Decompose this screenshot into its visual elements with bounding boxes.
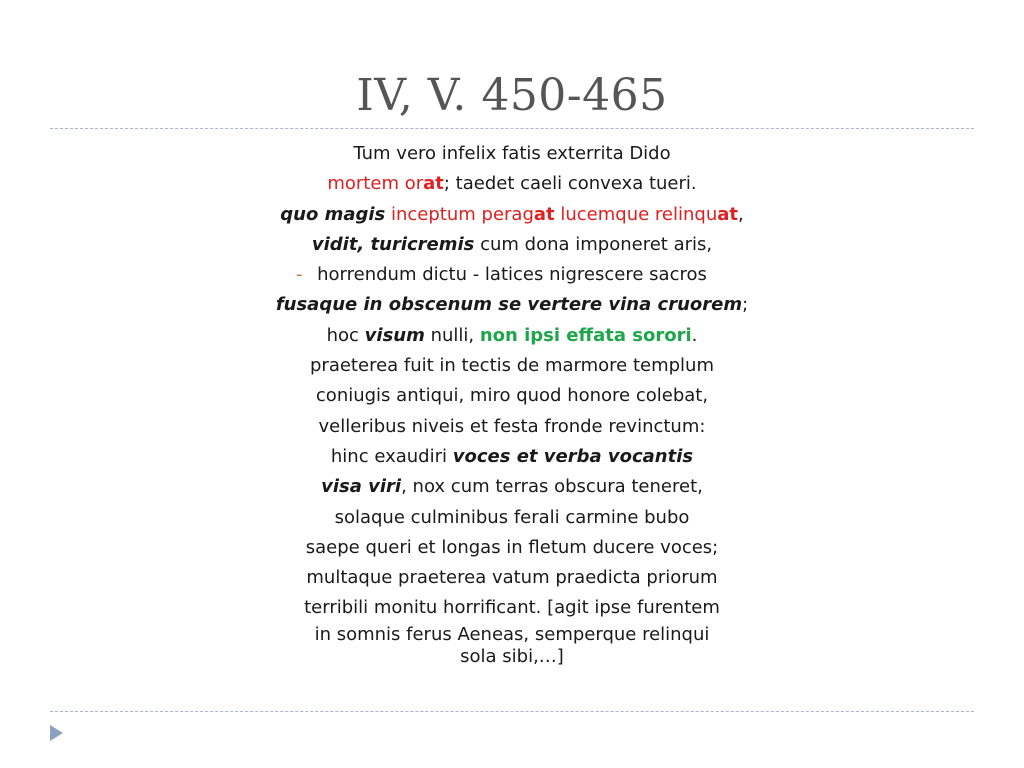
verse-line-14: saepe queri et longas in fletum ducere voces; xyxy=(305,536,719,558)
verse-line-6 xyxy=(0,290,1024,320)
verse-fragment: hoc xyxy=(326,324,365,346)
verse-line-16: terribili monitu horrificant. [agit ipse furentem xyxy=(304,597,720,619)
verse-fragment: , xyxy=(738,203,744,225)
verse-fragment: horrendum dictu - latices nigrescere sacros xyxy=(317,264,707,286)
verse-fragment: ; xyxy=(742,294,749,316)
verse-fragment: quo magis xyxy=(280,203,386,225)
verse-fragment: ; taedet caeli convexa tueri. xyxy=(443,173,697,195)
title-divider xyxy=(50,128,974,129)
verse-line-12 xyxy=(0,472,1024,502)
footer-divider xyxy=(50,711,974,712)
verse-line-10: velleribus niveis et festa fronde revinctum: xyxy=(318,415,706,437)
verse-fragment: , nox cum terras obscura teneret, xyxy=(401,476,703,498)
verse-line-4 xyxy=(0,230,1024,260)
verse-fragment: . xyxy=(691,324,698,346)
verse-line-11 xyxy=(0,442,1024,472)
verse-line-13: solaque culminibus ferali carmine bubo xyxy=(334,506,690,528)
verse-fragment: at xyxy=(423,173,444,195)
verse-line-2 xyxy=(0,169,1024,199)
verse-line-15: multaque praeterea vatum praedicta priorum xyxy=(306,567,718,589)
verse-fragment: at xyxy=(533,203,555,225)
triangle-bullet-icon xyxy=(50,725,63,741)
verse-fragment: voces et verba vocantis xyxy=(452,445,694,467)
verse-line-5 xyxy=(0,260,1024,290)
verse-line-3 xyxy=(0,200,1024,230)
poem-text xyxy=(0,139,1024,668)
slide-title: IV, V. 450-465 xyxy=(356,70,668,121)
verse-fragment: nulli, xyxy=(424,324,480,346)
verse-fragment: mortem or xyxy=(327,173,424,195)
verse-fragment: visa viri xyxy=(321,476,402,498)
verse-fragment: cum dona imponeret aris, xyxy=(474,233,713,255)
dash-bullet: - xyxy=(296,264,303,286)
verse-fragment: inceptum perag xyxy=(385,203,534,225)
verse-fragment: vidit, turicremis xyxy=(311,233,475,255)
verse-line-18: sola sibi,…] xyxy=(460,645,564,667)
verse-line-7 xyxy=(0,321,1024,351)
verse-fragment: fusaque in obscenum se vertere vina cruorem xyxy=(275,294,743,316)
verse-line-9: coniugis antiqui, miro quod honore colebat, xyxy=(315,385,709,407)
verse-line-17: in somnis ferus Aeneas, semperque relinqui xyxy=(314,623,710,645)
verse-fragment: visum xyxy=(364,324,425,346)
verse-line-1: Tum vero infelix fatis exterrita Dido xyxy=(353,143,671,164)
verse-line-8: praeterea fuit in tectis de marmore templum xyxy=(310,355,714,377)
verse-fragment: hinc exaudiri xyxy=(330,445,453,467)
verse-fragment: lucemque relinqu xyxy=(554,203,718,225)
verse-fragment: at xyxy=(717,203,738,225)
verse-fragment: non ipsi effata sorori xyxy=(479,324,692,346)
